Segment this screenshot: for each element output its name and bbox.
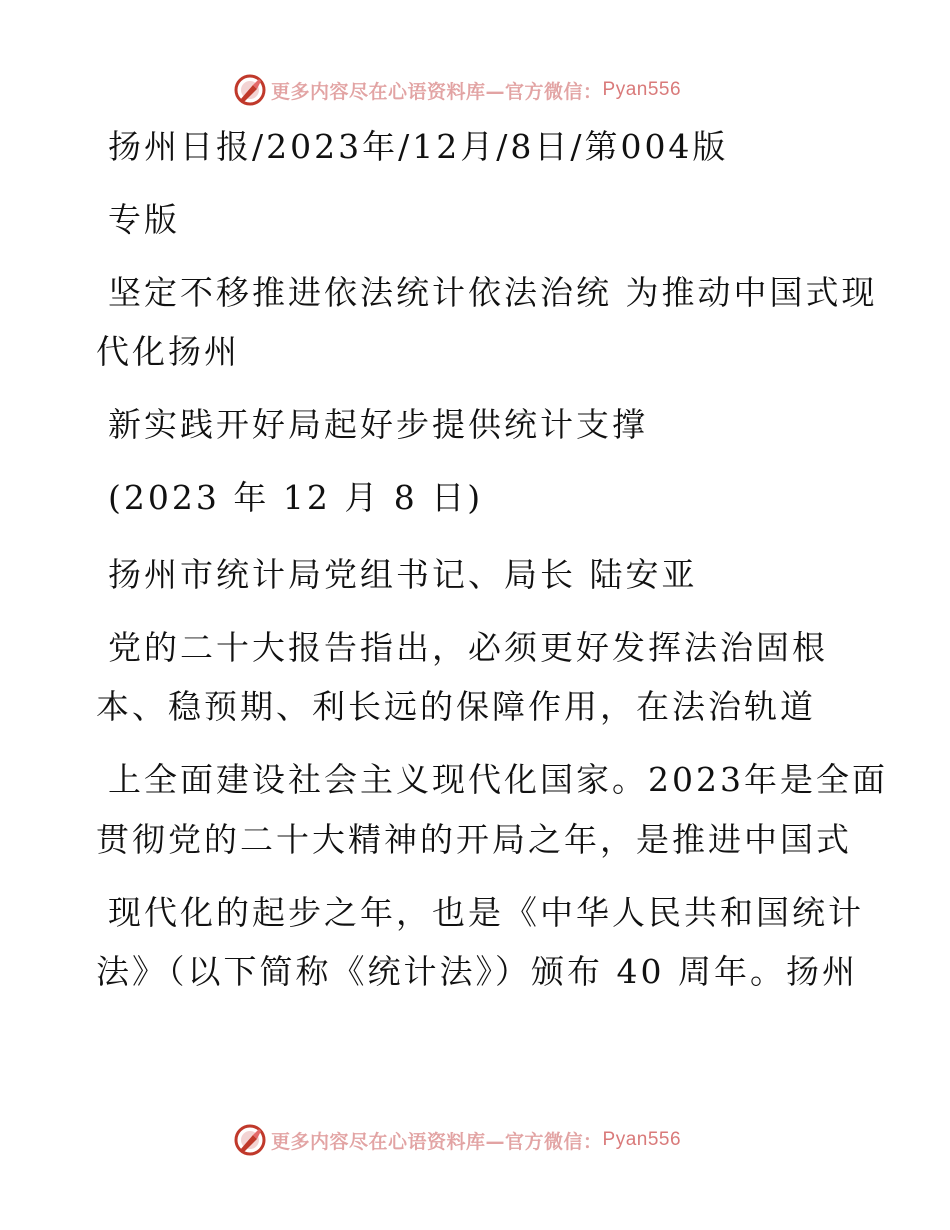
article-subtitle: 新实践开好局起好步提供统计支撑 bbox=[108, 405, 648, 444]
watermark-contact: Pyan556 bbox=[602, 1129, 682, 1150]
article-title-line-1: 坚定不移推进依法统计依法治统 为推动中国式现 bbox=[108, 273, 878, 312]
pen-nib-logo-icon bbox=[233, 73, 267, 107]
article-source-line: 扬州日报/2023年/12月/8日/第004版 bbox=[108, 127, 729, 166]
paragraph-line: 现代化的起步之年，也是《中华人民共和国统计 bbox=[108, 893, 864, 932]
watermark-contact: Pyan556 bbox=[602, 79, 682, 100]
paragraph-line: 本、稳预期、利长远的保障作用，在法治轨道 bbox=[96, 687, 816, 726]
section-label: 专版 bbox=[108, 200, 180, 239]
article-date: (2023 年 12 月 8 日) bbox=[108, 478, 484, 517]
paragraph-line: 党的二十大报告指出，必须更好发挥法治固根 bbox=[108, 628, 828, 667]
pen-nib-logo-icon bbox=[233, 1123, 267, 1157]
header-watermark bbox=[233, 72, 681, 108]
watermark-text: 更多内容尽在心语资料库—官方微信： bbox=[271, 1130, 603, 1153]
paragraph-line: 法》（以下简称《统计法》）颁布 40 周年。扬州 bbox=[96, 952, 858, 991]
paragraph-line: 贯彻党的二十大精神的开局之年，是推进中国式 bbox=[96, 820, 852, 859]
watermark-text: 更多内容尽在心语资料库—官方微信： bbox=[271, 80, 603, 103]
article-title-line-2: 代化扬州 bbox=[96, 332, 240, 371]
paragraph-line: 上全面建设社会主义现代化国家。2023年是全面 bbox=[108, 760, 888, 799]
footer-watermark bbox=[233, 1122, 681, 1158]
article-author: 扬州市统计局党组书记、局长 陆安亚 bbox=[108, 555, 698, 594]
